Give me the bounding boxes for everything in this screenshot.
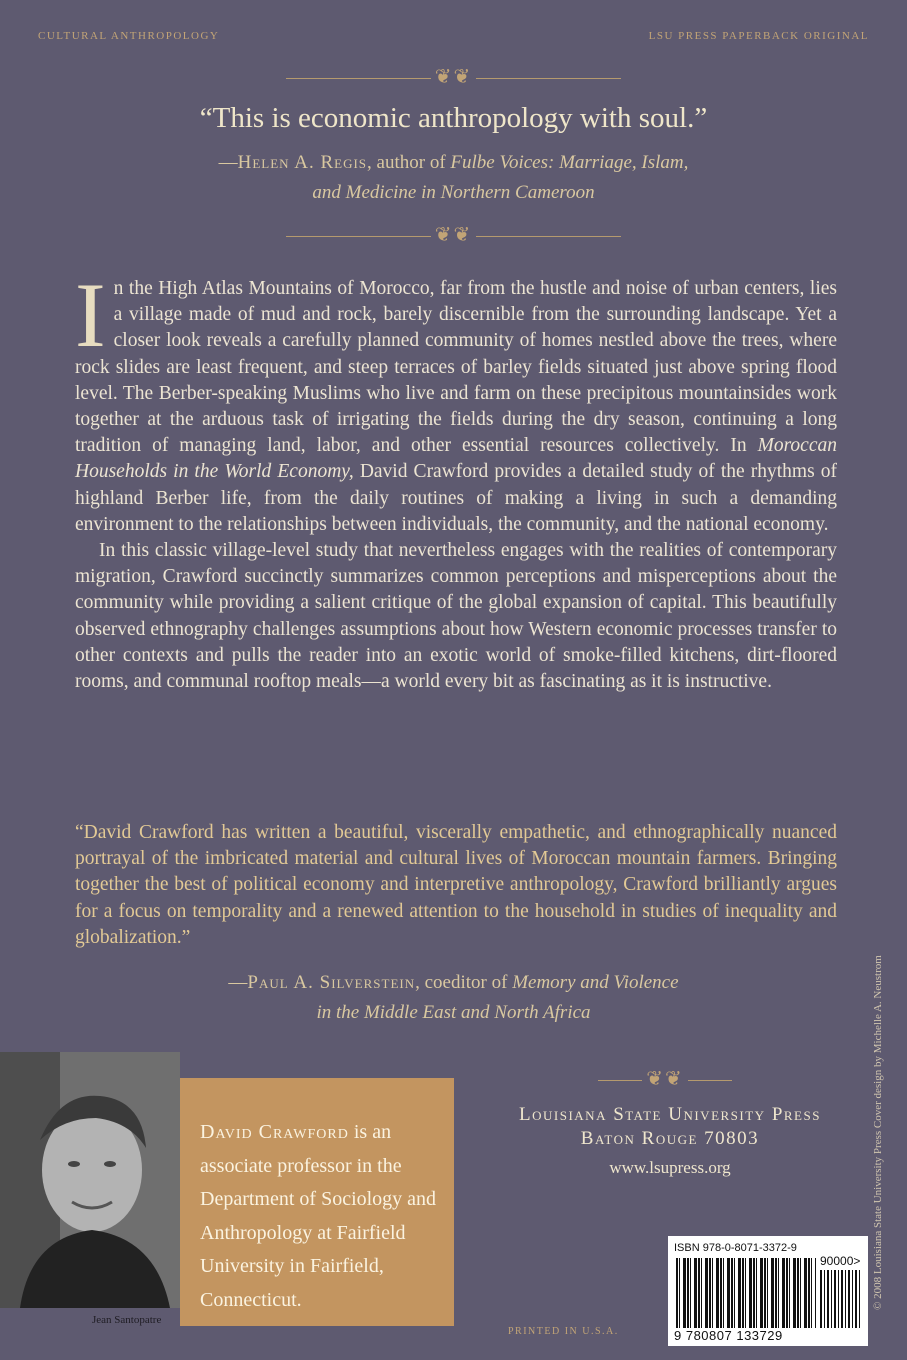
ornament-rule-right <box>688 1080 732 1081</box>
author-portrait-icon <box>0 1052 180 1308</box>
attribution-dash: — <box>218 152 238 173</box>
ornament-scroll-icon: ❦❦ <box>434 222 473 246</box>
endorser-book-title: Fulbe Voices: Marriage, Islam, <box>450 152 689 173</box>
publisher-city: Baton Rouge 70803 <box>580 1128 760 1149</box>
isbn-number: ISBN 978-0-8071-3372-9 <box>674 1242 797 1254</box>
edition-label: LSU PRESS PAPERBACK ORIGINAL <box>648 30 869 42</box>
ornament-scroll-icon: ❦❦ <box>646 1066 684 1090</box>
top-endorsement-quote: “This is economic anthropology with soul.” <box>199 102 708 134</box>
price-barcode-icon <box>820 1270 860 1328</box>
endorser-role: , coeditor of <box>415 972 513 993</box>
publisher-website[interactable]: www.lsupress.org <box>609 1158 731 1177</box>
endorser-name: Paul A. Silverstein <box>247 972 416 993</box>
publisher-block <box>480 1104 860 1178</box>
endorser-book-title-cont: and Medicine in Northern Cameroon <box>312 182 595 203</box>
book-description <box>75 264 837 695</box>
middle-endorsement-quote: “David Crawford has written a beautiful, viscerally empathetic, and ethnographically nuanced portrayal of the imbricated material and cultural lives of Moroccan mountain farmers. Bringing together the best of political economy and interpretive anthropology, Crawford brilliantly argues for a focus on temporality and a renewed attention to the household in studies of inequality and globalization.” <box>75 822 837 948</box>
endorser-book-title-cont: in the Middle East and North Africa <box>316 1002 591 1023</box>
middle-endorsement-attribution <box>0 968 907 1028</box>
ean-barcode-icon <box>676 1258 816 1328</box>
description-paragraph: In this classic village-level study that nevertheless engages with the realities of contemporary migration, Crawford succinctly summarizes common perceptions and misperceptions about the community while providing a salient critique of the global expansion of capital. This beautifully observed ethnography challenges assumptions about how Western economic processes transfer to other contexts and pulls the reader into an exotic world of smoke-filled kitchens, dirt-floored rooms, and communal rooftop meals—a world every bit as fascinating as it is instructive. <box>75 540 837 693</box>
endorser-role: , author of <box>367 152 451 173</box>
endorser-book-title: Memory and Violence <box>512 972 679 993</box>
book-title-inline: Moroccan Households in the World Economy, <box>75 435 837 483</box>
ornament-scroll-icon: ❦❦ <box>434 64 473 88</box>
drop-cap: I <box>75 264 106 366</box>
ean-digits: 9 780807 133729 <box>674 1328 783 1343</box>
author-photo <box>0 1052 180 1308</box>
photo-credit: Jean Santopatre <box>92 1314 162 1326</box>
ornament-rule-left <box>286 78 431 79</box>
price-code: 90000> <box>820 1254 861 1268</box>
endorser-name: Helen A. Regis <box>237 152 368 173</box>
category-label: CULTURAL ANTHROPOLOGY <box>38 30 220 42</box>
copyright-and-design-credit: © 2008 Louisiana State University Press Cover design by Michelle A. Neustrom <box>872 955 884 1310</box>
ornament-rule-left <box>286 236 431 237</box>
isbn-barcode <box>668 1236 868 1346</box>
author-bio-text: is an associate professor in the Department of Sociology and Anthropology at Fairfield University in Fairfield, Connecticut. <box>200 1121 437 1311</box>
author-bio <box>200 1116 440 1317</box>
ornament-rule-right <box>476 78 621 79</box>
attribution-dash: — <box>228 972 248 993</box>
printed-in-label: PRINTED IN U.S.A. <box>508 1326 619 1337</box>
top-endorsement-attribution <box>0 148 907 208</box>
author-name: David Crawford <box>200 1121 349 1143</box>
ornament-rule-left <box>598 1080 642 1081</box>
description-paragraph: In the High Atlas Mountains of Morocco, far from the hustle and noise of urban centers, lies a village made of mud and rock, barely discernible from the surrounding landscape. Yet a closer look reveals a carefully planned community of homes nestled above the trees, where rock slides are least frequent, and steep terraces of barley fields situated just above spring flood level. The Berber-speaking Muslims who live and farm on these precipitous mountainsides work together at the arduous task of irrigating the fields during the dry season, continuing a long tradition of managing land, labor, and other essential resources collectively. In Moroccan Households in the World Economy, David Crawford provides a detailed study of the rhythms of highland Berber life, from the daily routines of making a living in such a demanding environment to the relationships between individuals, the community, and the national economy. <box>75 264 837 535</box>
publisher-name: Louisiana State University Press <box>519 1104 821 1125</box>
ornament-rule-right <box>476 236 621 237</box>
